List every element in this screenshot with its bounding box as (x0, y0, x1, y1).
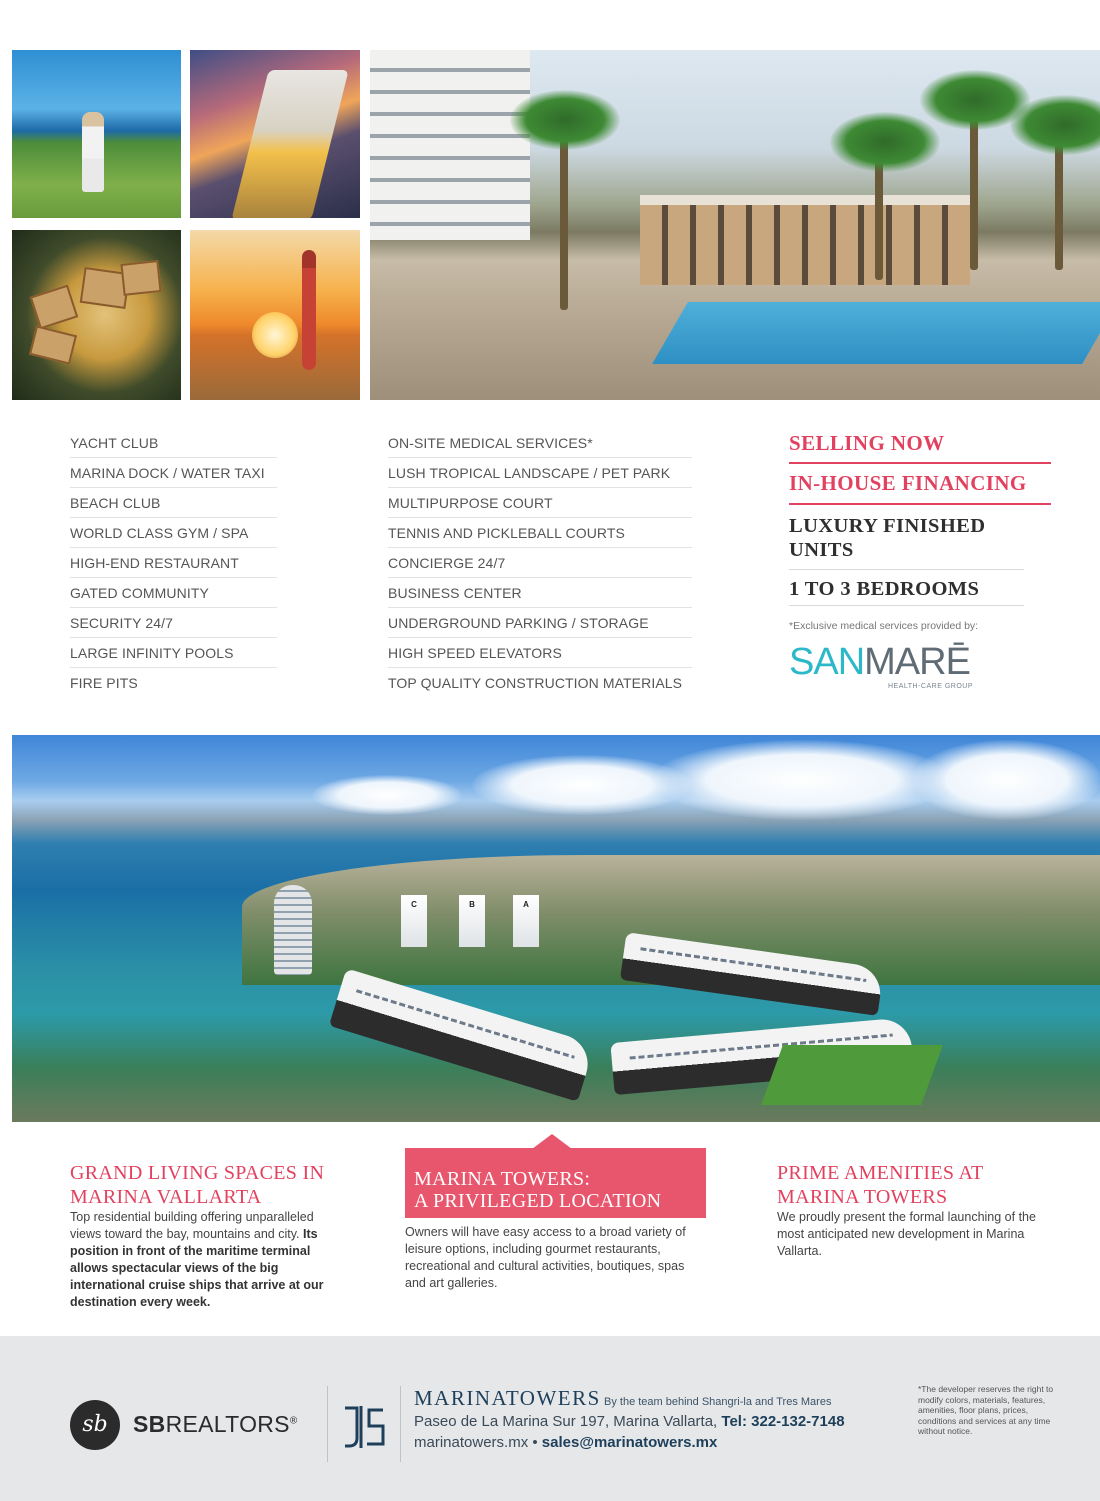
developer-credit: By the team behind Shangri-la and Tres Mares (604, 1396, 832, 1408)
sales-promo (789, 428, 1051, 632)
sb-realtors-logo-icon: sb (70, 1400, 120, 1450)
sanmare-wordmark-san: SAN (789, 641, 865, 683)
amenity-item: HIGH SPEED ELEVATORS (388, 638, 692, 668)
yoga-photo (190, 230, 360, 400)
palm-frond (510, 90, 620, 150)
amenity-item: ON-SITE MEDICAL SERVICES* (388, 428, 692, 458)
amenity-item: CONCIERGE 24/7 (388, 548, 692, 578)
amenities-list-middle (388, 428, 692, 698)
amenity-item: MARINA DOCK / WATER TAXI (70, 458, 277, 488)
separator: • (528, 1434, 542, 1451)
amenity-item: UNDERGROUND PARKING / STORAGE (388, 608, 692, 638)
divider (327, 1386, 328, 1462)
phone-number[interactable]: Tel: 322-132-7148 (721, 1413, 845, 1430)
amenity-item: LARGE INFINITY POOLS (70, 638, 277, 668)
block-title: PRIME AMENITIES AT (777, 1162, 984, 1184)
residential-building (370, 50, 530, 240)
building-marker-b: B (459, 895, 485, 947)
marina-towers-monogram-icon (341, 1402, 387, 1452)
sanmare-tagline: HEALTH-CARE GROUP (888, 683, 973, 690)
food-piece (30, 285, 79, 330)
amenity-item: WORLD CLASS GYM / SPA (70, 518, 277, 548)
email-link[interactable]: sales@marinatowers.mx (541, 1434, 718, 1451)
cruise-ship (329, 968, 595, 1101)
footer (0, 1336, 1100, 1501)
amenity-item: LUSH TROPICAL LANDSCAPE / PET PARK (388, 458, 692, 488)
location-highlight (405, 1148, 706, 1218)
tower-building (274, 885, 312, 975)
yacht-photo (190, 50, 360, 218)
address: Paseo de La Marina Sur 197, Marina Vallarta, (414, 1413, 718, 1430)
address-line (414, 1413, 845, 1430)
golfer-figure (82, 112, 104, 192)
website-link[interactable]: marinatowers.mx (414, 1434, 529, 1451)
amenity-item: BUSINESS CENTER (388, 578, 692, 608)
sanmare-logo (789, 640, 979, 694)
amenity-item: HIGH-END RESTAURANT (70, 548, 277, 578)
grand-living-block (70, 1161, 345, 1311)
food-photo (12, 230, 181, 400)
amenities-list-left (70, 428, 277, 698)
cloud (912, 740, 1100, 820)
amenity-item: YACHT CLUB (70, 428, 277, 458)
sb-wordmark-bold: SB (133, 1411, 166, 1437)
cloud (652, 740, 952, 820)
block-title: A PRIVILEGED LOCATION (414, 1190, 662, 1212)
cloud (312, 775, 462, 815)
resort-rendering (370, 50, 1100, 400)
block-body-bold: Its position in front of the maritime terminal allows spectacular views of the big international cruise ships that arrive at our destination every week. (70, 1227, 324, 1309)
block-body-text: Top residential building offering unparalleled views toward the bay, mountains and city. (70, 1210, 314, 1241)
location-block (405, 1148, 706, 1292)
block-title: MARINA VALLARTA (70, 1186, 262, 1208)
block-body: Owners will have easy access to a broad variety of leisure options, including gourmet restaurants, recreational and cultural activities, boutiques, spas and art galleries. (405, 1225, 686, 1290)
block-body (70, 1209, 345, 1311)
registered-mark: ® (289, 1415, 298, 1427)
ship-windows (356, 989, 576, 1059)
luxury-units-heading: LUXURY FINISHED UNITS (789, 515, 986, 561)
amenity-item: TENNIS AND PICKLEBALL COURTS (388, 518, 692, 548)
palm-frond (1010, 95, 1100, 155)
infinity-pool (652, 302, 1100, 364)
block-title: MARINA TOWERS: (414, 1168, 591, 1190)
divider (400, 1386, 401, 1462)
block-title: GRAND LIVING SPACES IN (70, 1162, 325, 1184)
lawn (761, 1045, 943, 1105)
contact-line (414, 1434, 717, 1451)
medical-note: *Exclusive medical services provided by: (789, 620, 979, 632)
amenity-item: TOP QUALITY CONSTRUCTION MATERIALS (388, 675, 683, 691)
sanmare-wordmark (789, 640, 979, 684)
yacht-deck (231, 70, 348, 218)
food-piece (29, 325, 77, 364)
sb-realtors-wordmark (133, 1411, 298, 1438)
golf-photo (12, 50, 181, 218)
bedrooms-heading: 1 TO 3 BEDROOMS (789, 578, 980, 600)
sb-wordmark-light: REALTORS (165, 1411, 290, 1437)
beach-club-building (640, 195, 970, 285)
food-piece (120, 260, 161, 296)
block-title: MARINA TOWERS (777, 1186, 948, 1208)
block-body: We proudly present the formal launching of the most anticipated new development in Marina Vallarta. (777, 1210, 1036, 1258)
palm-frond (830, 112, 940, 172)
sanmare-wordmark-mare: MARĒ (864, 641, 970, 683)
divider (789, 605, 1024, 606)
yoga-figure (302, 250, 316, 370)
amenity-item: BEACH CLUB (70, 488, 277, 518)
prime-amenities-block (777, 1161, 1062, 1260)
aerial-marina-photo (12, 735, 1100, 1122)
amenity-item: FIRE PITS (70, 675, 138, 691)
sun (252, 312, 298, 358)
financing-heading: IN-HOUSE FINANCING (789, 471, 1027, 495)
amenity-item: SECURITY 24/7 (70, 608, 277, 638)
building-marker-a: A (513, 895, 539, 947)
building-marker-c: C (401, 895, 427, 947)
disclaimer: *The developer reserves the right to modify colors, materials, features, amenities, floor plans, prices, conditions and services at any time without notice. (918, 1384, 1054, 1437)
marina-towers-wordmark: MARINATOWERS (414, 1386, 601, 1410)
amenity-item: MULTIPURPOSE COURT (388, 488, 692, 518)
amenity-item: GATED COMMUNITY (70, 578, 277, 608)
selling-now-heading: SELLING NOW (789, 431, 945, 455)
